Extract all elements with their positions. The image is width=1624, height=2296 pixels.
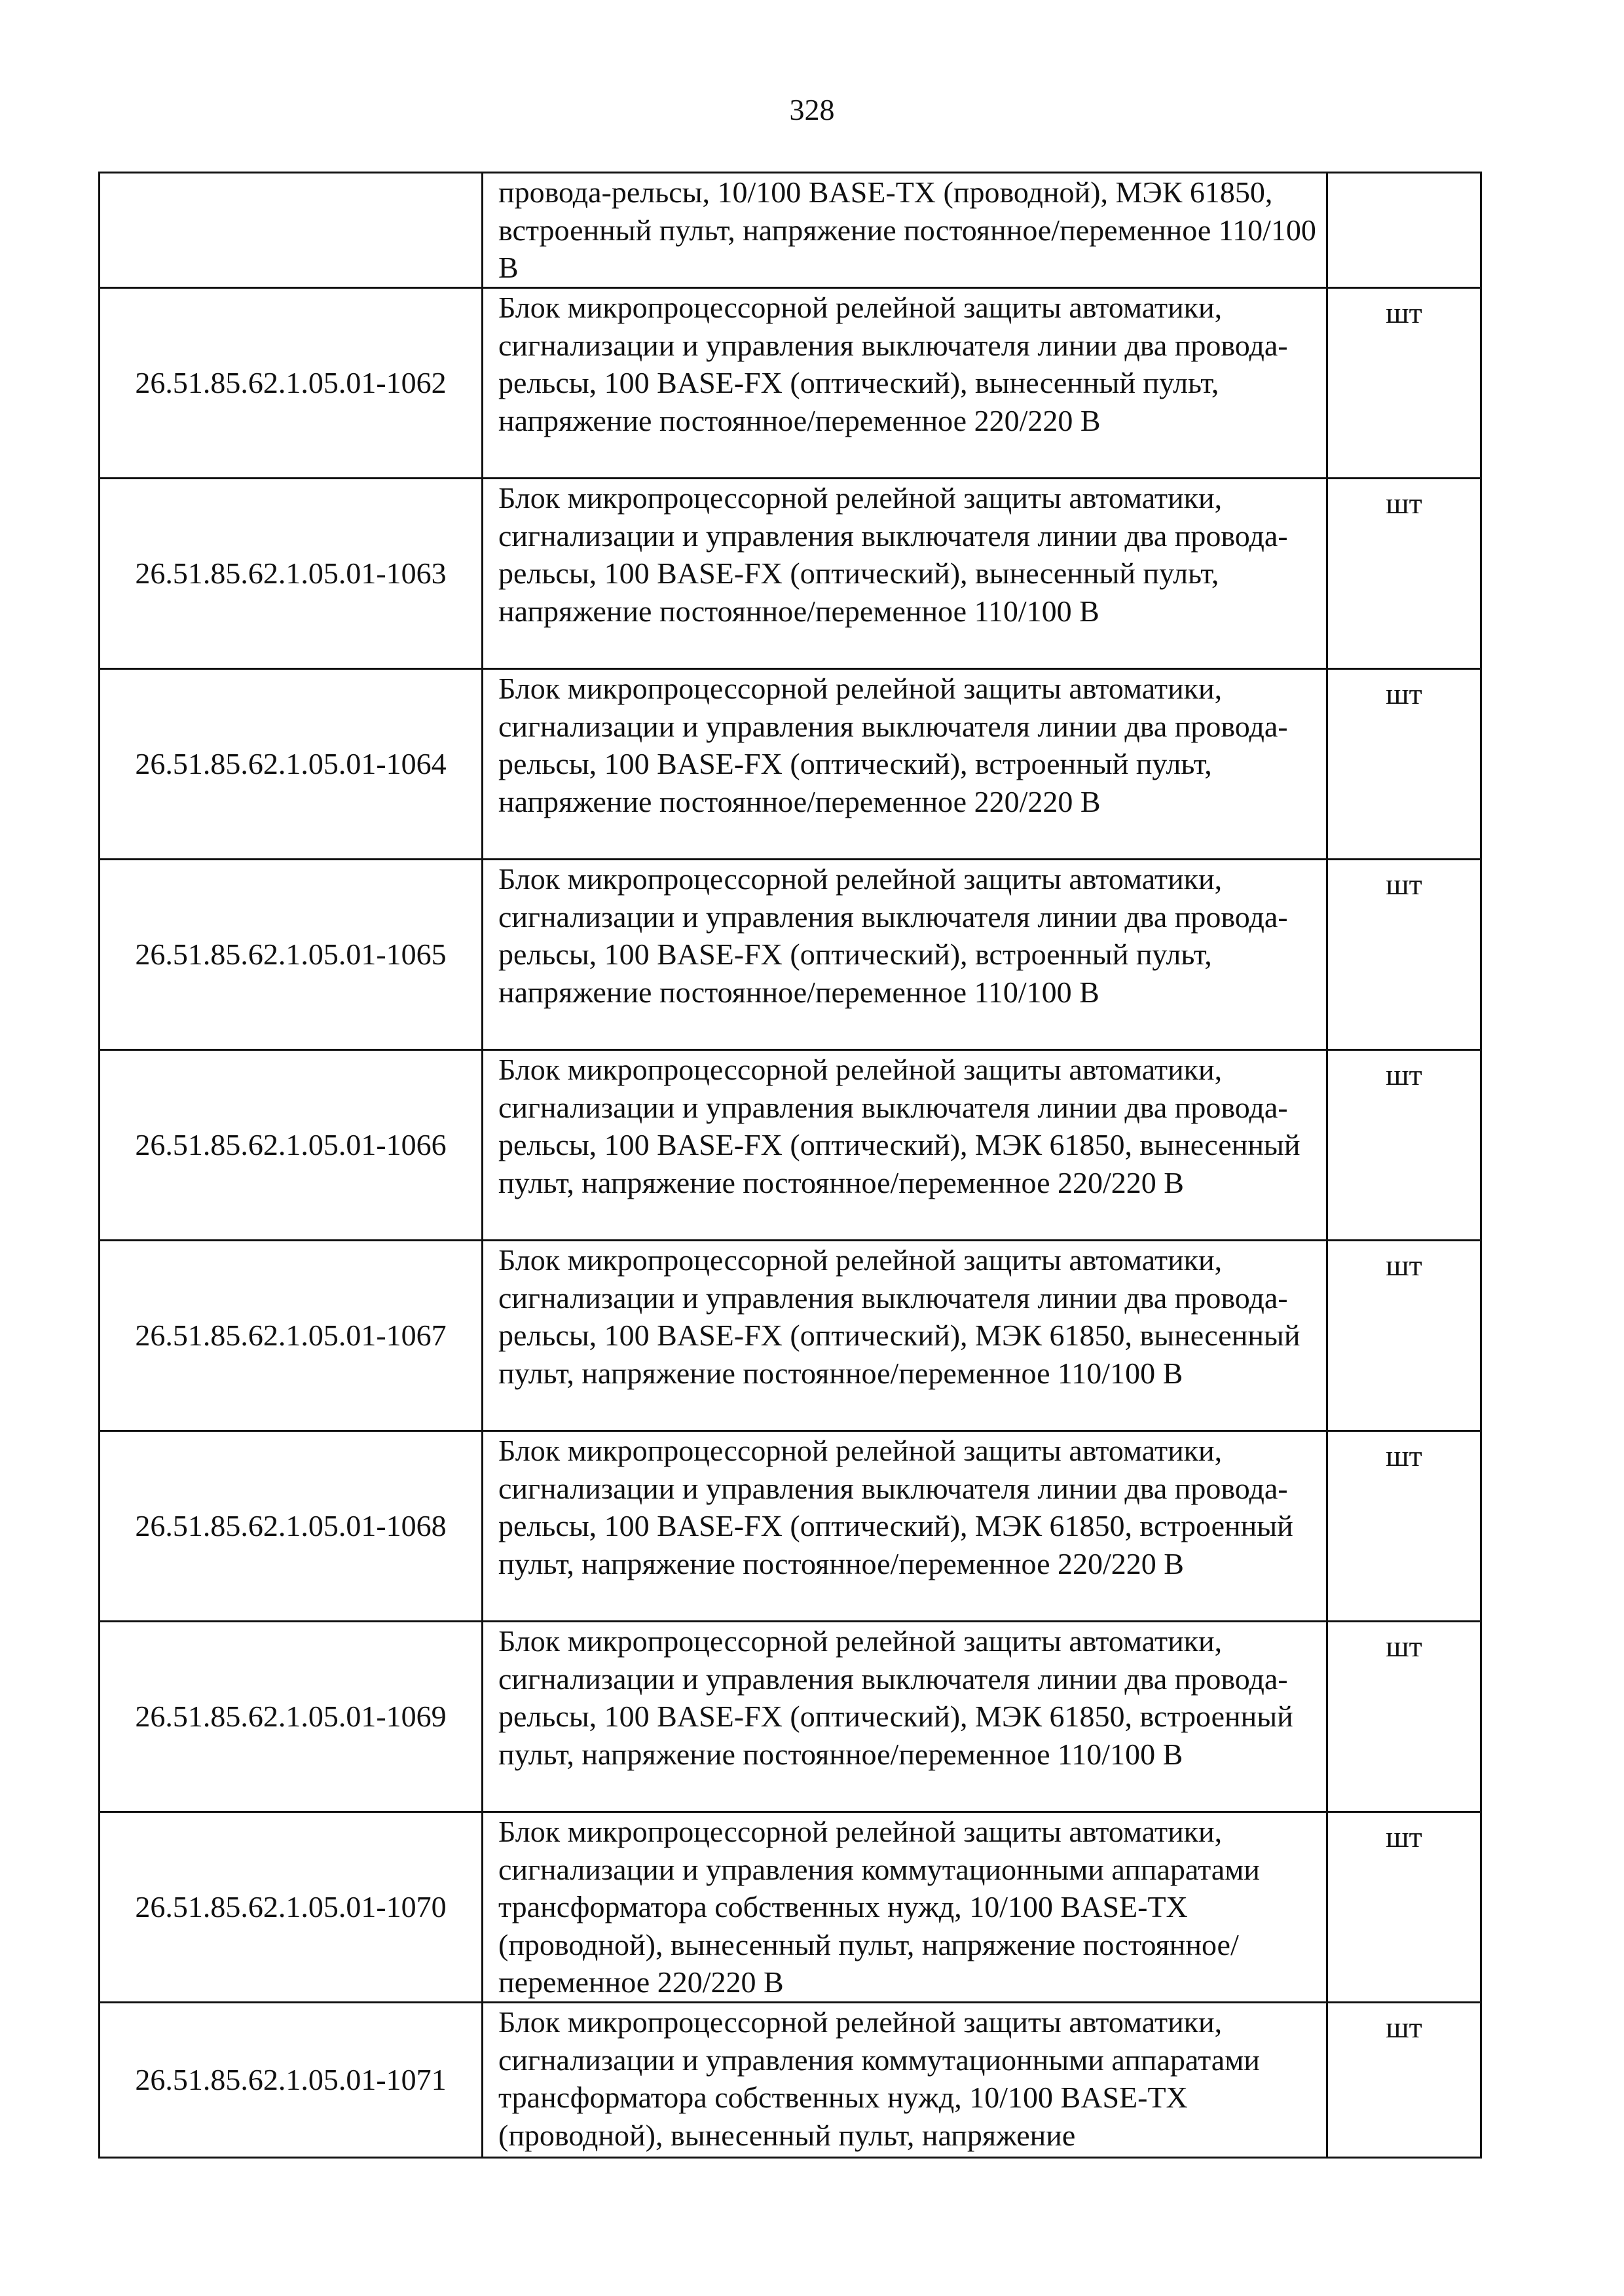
description-cell: провода-рельсы, 10/100 BASE-TX (проводной), МЭК 61850, встроенный пульт, напряжение постоянное/переменное 110/100 В	[483, 173, 1327, 288]
description-cell: Блок микропроцессорной релейной защиты автоматики, сигнализации и управления выключателя линии два провода-рельсы, 100 BASE-FX (оптический), встроенный пульт, напряжение постоянное/переменное 110/100 В	[483, 860, 1327, 1050]
unit-cell: шт	[1327, 669, 1481, 860]
code-cell: 26.51.85.62.1.05.01-1071	[100, 2003, 483, 2158]
description-cell: Блок микропроцессорной релейной защиты автоматики, сигнализации и управления выключателя линии два провода-рельсы, 100 BASE-FX (оптический), МЭК 61850, вынесенный пульт, напряжение постоянное/переменное 220/220 В	[483, 1050, 1327, 1241]
table-row	[100, 669, 1481, 860]
description-cell: Блок микропроцессорной релейной защиты автоматики, сигнализации и управления выключателя линии два провода-рельсы, 100 BASE-FX (оптический), МЭК 61850, встроенный пульт, напряжение постоянное/переменное 110/100 В	[483, 1622, 1327, 1812]
code-cell: 26.51.85.62.1.05.01-1067	[100, 1241, 483, 1431]
page-number: 328	[789, 93, 835, 126]
unit-cell: шт	[1327, 288, 1481, 479]
unit-cell	[1327, 173, 1481, 288]
table-row	[100, 479, 1481, 669]
table-row	[100, 1812, 1481, 2003]
unit-cell: шт	[1327, 479, 1481, 669]
description-cell: Блок микропроцессорной релейной защиты автоматики, сигнализации и управления коммутационными аппаратами трансформатора собственных нужд, 10/100 BASE-TX (проводной), вынесенный пульт, напряжение	[483, 2003, 1327, 2158]
code-cell	[100, 173, 483, 288]
unit-cell: шт	[1327, 1431, 1481, 1622]
table-row	[100, 1050, 1481, 1241]
code-cell: 26.51.85.62.1.05.01-1066	[100, 1050, 483, 1241]
unit-cell: шт	[1327, 1241, 1481, 1431]
table-row	[100, 1241, 1481, 1431]
code-cell: 26.51.85.62.1.05.01-1063	[100, 479, 483, 669]
description-cell: Блок микропроцессорной релейной защиты автоматики, сигнализации и управления выключателя линии два провода-рельсы, 100 BASE-FX (оптический), МЭК 61850, встроенный пульт, напряжение постоянное/переменное 220/220 В	[483, 1431, 1327, 1622]
description-cell: Блок микропроцессорной релейной защиты автоматики, сигнализации и управления выключателя линии два провода-рельсы, 100 BASE-FX (оптический), вынесенный пульт, напряжение постоянное/переменное 110/100 В	[483, 479, 1327, 669]
code-cell: 26.51.85.62.1.05.01-1062	[100, 288, 483, 479]
description-cell: Блок микропроцессорной релейной защиты автоматики, сигнализации и управления выключателя линии два провода-рельсы, 100 BASE-FX (оптический), вынесенный пульт, напряжение постоянное/переменное 220/220 В	[483, 288, 1327, 479]
table-row	[100, 2003, 1481, 2158]
table-row	[100, 860, 1481, 1050]
table-row	[100, 1622, 1481, 1812]
table-row	[100, 288, 1481, 479]
unit-cell: шт	[1327, 2003, 1481, 2158]
code-cell: 26.51.85.62.1.05.01-1068	[100, 1431, 483, 1622]
table-row	[100, 173, 1481, 288]
unit-cell: шт	[1327, 1622, 1481, 1812]
unit-cell: шт	[1327, 1050, 1481, 1241]
description-cell: Блок микропроцессорной релейной защиты автоматики, сигнализации и управления коммутационными аппаратами трансформатора собственных нужд, 10/100 BASE-TX (проводной), вынесенный пульт, напряжение постоянное/переменное 220/220 В	[483, 1812, 1327, 2003]
description-cell: Блок микропроцессорной релейной защиты автоматики, сигнализации и управления выключателя линии два провода-рельсы, 100 BASE-FX (оптический), МЭК 61850, вынесенный пульт, напряжение постоянное/переменное 110/100 В	[483, 1241, 1327, 1431]
table-row	[100, 1431, 1481, 1622]
unit-cell: шт	[1327, 860, 1481, 1050]
code-cell: 26.51.85.62.1.05.01-1065	[100, 860, 483, 1050]
unit-cell: шт	[1327, 1812, 1481, 2003]
code-cell: 26.51.85.62.1.05.01-1069	[100, 1622, 483, 1812]
code-cell: 26.51.85.62.1.05.01-1070	[100, 1812, 483, 2003]
items-table	[98, 172, 1482, 2159]
code-cell: 26.51.85.62.1.05.01-1064	[100, 669, 483, 860]
description-cell: Блок микропроцессорной релейной защиты автоматики, сигнализации и управления выключателя линии два провода-рельсы, 100 BASE-FX (оптический), встроенный пульт, напряжение постоянное/переменное 220/220 В	[483, 669, 1327, 860]
